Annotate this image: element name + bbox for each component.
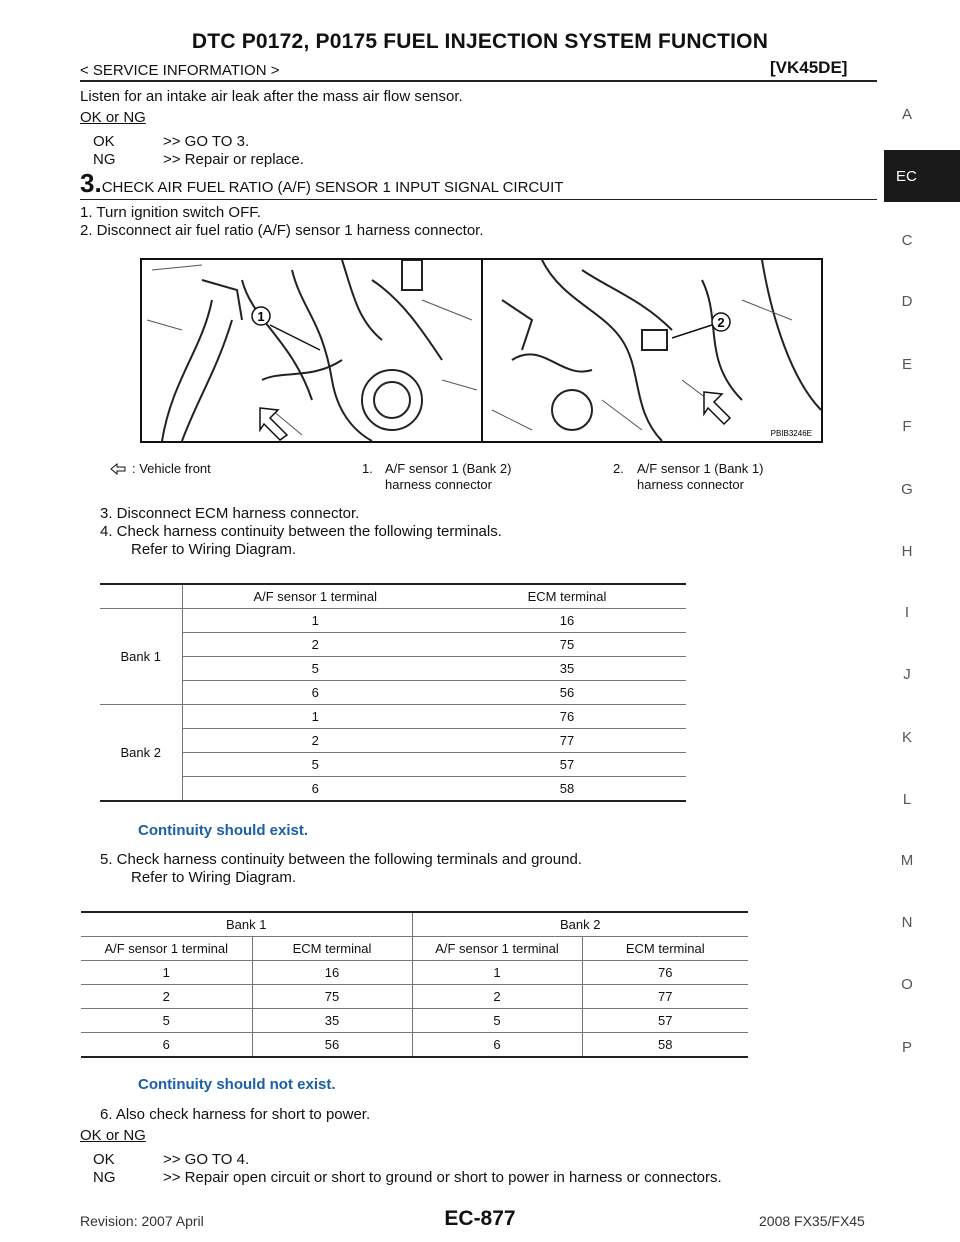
step-item-4-ref: Refer to Wiring Diagram. <box>131 541 297 558</box>
ng-label: NG <box>93 151 116 168</box>
step-title: CHECK AIR FUEL RATIO (A/F) SENSOR 1 INPUT SIGNAL CIRCUIT <box>101 179 564 196</box>
table-cell: 2 <box>412 985 582 1009</box>
ok-action-2: >> GO TO 4. <box>163 1151 250 1168</box>
ecm-terminal-cell: 16 <box>448 609 686 633</box>
af-terminal-cell: 6 <box>182 681 448 705</box>
side-index-l[interactable]: L <box>902 791 912 808</box>
side-index-p[interactable]: P <box>901 1039 912 1056</box>
table-header-af-terminal: A/F sensor 1 terminal <box>412 937 582 961</box>
table-header-af-terminal: A/F sensor 1 terminal <box>81 937 252 961</box>
legend-1-number: 1. <box>362 461 373 476</box>
table-header-ecm-terminal: ECM terminal <box>252 937 412 961</box>
table-header-row <box>81 937 748 961</box>
side-index-c[interactable]: C <box>901 232 913 249</box>
continuity-table-2 <box>81 911 748 1058</box>
connector-location-figure <box>140 258 823 443</box>
step-number: 3. <box>80 168 102 198</box>
step-heading <box>80 168 563 199</box>
step-item-4: 4. Check harness continuity between the following terminals. <box>100 523 502 540</box>
side-index-j[interactable]: J <box>903 666 911 683</box>
step-item-5-ref: Refer to Wiring Diagram. <box>131 869 297 886</box>
table-header-af-terminal: A/F sensor 1 terminal <box>182 584 448 609</box>
figure-callout-1: 1 <box>257 309 265 324</box>
ecm-terminal-cell: 57 <box>448 753 686 777</box>
revision-date: Revision: 2007 April <box>80 1213 204 1229</box>
group-header-bank-1: Bank 1 <box>81 912 412 937</box>
af-terminal-cell: 5 <box>182 657 448 681</box>
legend-1-line1: A/F sensor 1 (Bank 2) <box>385 461 512 476</box>
engine-code: [VK45DE] <box>770 58 848 77</box>
side-index-o[interactable]: O <box>901 976 913 993</box>
table-cell: 1 <box>81 961 252 985</box>
ok-action: >> GO TO 3. <box>163 133 250 150</box>
side-index-f[interactable]: F <box>902 418 912 435</box>
step-item-3: 3. Disconnect ECM harness connector. <box>100 505 360 522</box>
side-index-e[interactable]: E <box>901 356 912 373</box>
table-row <box>81 1033 748 1058</box>
ng-label-2: NG <box>93 1169 116 1186</box>
group-header-bank-2: Bank 2 <box>412 912 748 937</box>
table-cell: 2 <box>81 985 252 1009</box>
side-index-d[interactable]: D <box>901 293 913 310</box>
result-continuity-not-exist: Continuity should not exist. <box>138 1076 336 1093</box>
ok-label: OK <box>93 133 115 150</box>
legend-vehicle-front: : Vehicle front <box>132 461 211 476</box>
table-cell: 5 <box>81 1009 252 1033</box>
table-cell: 56 <box>252 1033 412 1058</box>
ecm-terminal-cell: 58 <box>559 781 575 796</box>
ok-label-2: OK <box>93 1151 115 1168</box>
table-row <box>81 985 748 1009</box>
af-terminal-cell: 1 <box>182 705 448 729</box>
table-cell: 77 <box>582 985 748 1009</box>
table-cell: 16 <box>252 961 412 985</box>
engine-bay-illustration <box>142 260 821 441</box>
model-year: 2008 FX35/FX45 <box>759 1213 865 1229</box>
figure-code: PBIB3246E <box>770 429 812 438</box>
table-cell: 35 <box>252 1009 412 1033</box>
ng-action: >> Repair or replace. <box>163 151 304 168</box>
table-header-blank <box>100 584 182 609</box>
table-cell: 5 <box>412 1009 582 1033</box>
ok-or-ng-label: OK or NG <box>80 109 146 126</box>
table-row <box>100 753 686 777</box>
ok-or-ng-label-2: OK or NG <box>80 1127 146 1144</box>
table-row <box>100 633 686 657</box>
figure-callout-2: 2 <box>717 315 725 330</box>
table-cell: 76 <box>582 961 748 985</box>
ecm-terminal-cell: 56 <box>448 681 686 705</box>
arrow-icon <box>110 462 126 480</box>
ecm-terminal-cell: 76 <box>448 705 686 729</box>
legend-1-line2: harness connector <box>385 477 492 492</box>
table-cell: 6 <box>412 1033 582 1058</box>
table-row <box>100 609 686 633</box>
result-continuity-exist: Continuity should exist. <box>138 822 309 839</box>
ecm-terminal-cell: 35 <box>448 657 686 681</box>
table-row <box>81 1009 748 1033</box>
af-terminal-cell: 2 <box>182 729 448 753</box>
page-title: DTC P0172, P0175 FUEL INJECTION SYSTEM FUNCTION <box>191 30 769 53</box>
side-index-h[interactable]: H <box>901 543 913 560</box>
table-group-header-row <box>81 912 748 937</box>
header-rule <box>80 80 877 82</box>
legend-2-line1: A/F sensor 1 (Bank 1) <box>637 461 764 476</box>
side-index-g[interactable]: G <box>901 481 913 498</box>
bank-label: Bank 1 <box>100 609 182 705</box>
side-index-n[interactable]: N <box>901 914 913 931</box>
table-row <box>81 961 748 985</box>
ecm-terminal-cell: 77 <box>448 729 686 753</box>
table-header-ecm-terminal: ECM terminal <box>448 584 686 609</box>
step-item-5: 5. Check harness continuity between the following terminals and ground. <box>100 851 582 868</box>
table-header-row <box>100 584 686 609</box>
table-cell: 75 <box>252 985 412 1009</box>
ecm-terminal-cell: 75 <box>448 633 686 657</box>
table-row <box>100 777 686 802</box>
side-index-k[interactable]: K <box>901 729 912 746</box>
step-item-1: 1. Turn ignition switch OFF. <box>80 204 261 221</box>
bank-label: Bank 2 <box>120 745 161 760</box>
legend-2-line2: harness connector <box>637 477 744 492</box>
table-row <box>100 705 686 729</box>
table-row <box>100 681 686 705</box>
side-index-m[interactable]: M <box>900 852 914 869</box>
legend-2-number: 2. <box>613 461 624 476</box>
table-cell: 1 <box>412 961 582 985</box>
side-index-a[interactable]: A <box>901 106 912 123</box>
table-row <box>100 657 686 681</box>
af-terminal-cell: 5 <box>182 753 448 777</box>
af-terminal-cell: 1 <box>182 609 448 633</box>
side-index-i[interactable]: I <box>904 604 910 621</box>
af-terminal-cell: 6 <box>182 777 448 802</box>
table-header-ecm-terminal: ECM terminal <box>582 937 748 961</box>
table-cell: 58 <box>582 1033 748 1058</box>
step-item-2: 2. Disconnect air fuel ratio (A/F) sensor 1 harness connector. <box>80 222 484 239</box>
section-label: < SERVICE INFORMATION > <box>80 62 280 79</box>
table-cell: 6 <box>162 1037 170 1052</box>
ng-action-2: >> Repair open circuit or short to ground or short to power in harness or connectors. <box>163 1169 722 1186</box>
step-item-6: 6. Also check harness for short to power. <box>100 1106 371 1123</box>
af-terminal-cell: 2 <box>182 633 448 657</box>
continuity-table-1 <box>100 583 686 802</box>
side-index-ec-active[interactable]: EC <box>884 150 960 202</box>
intro-text: Listen for an intake air leak after the mass air flow sensor. <box>80 88 463 105</box>
page-number: EC-877 <box>444 1207 516 1230</box>
table-cell: 57 <box>582 1009 748 1033</box>
table-row <box>100 729 686 753</box>
step-rule <box>80 199 877 200</box>
